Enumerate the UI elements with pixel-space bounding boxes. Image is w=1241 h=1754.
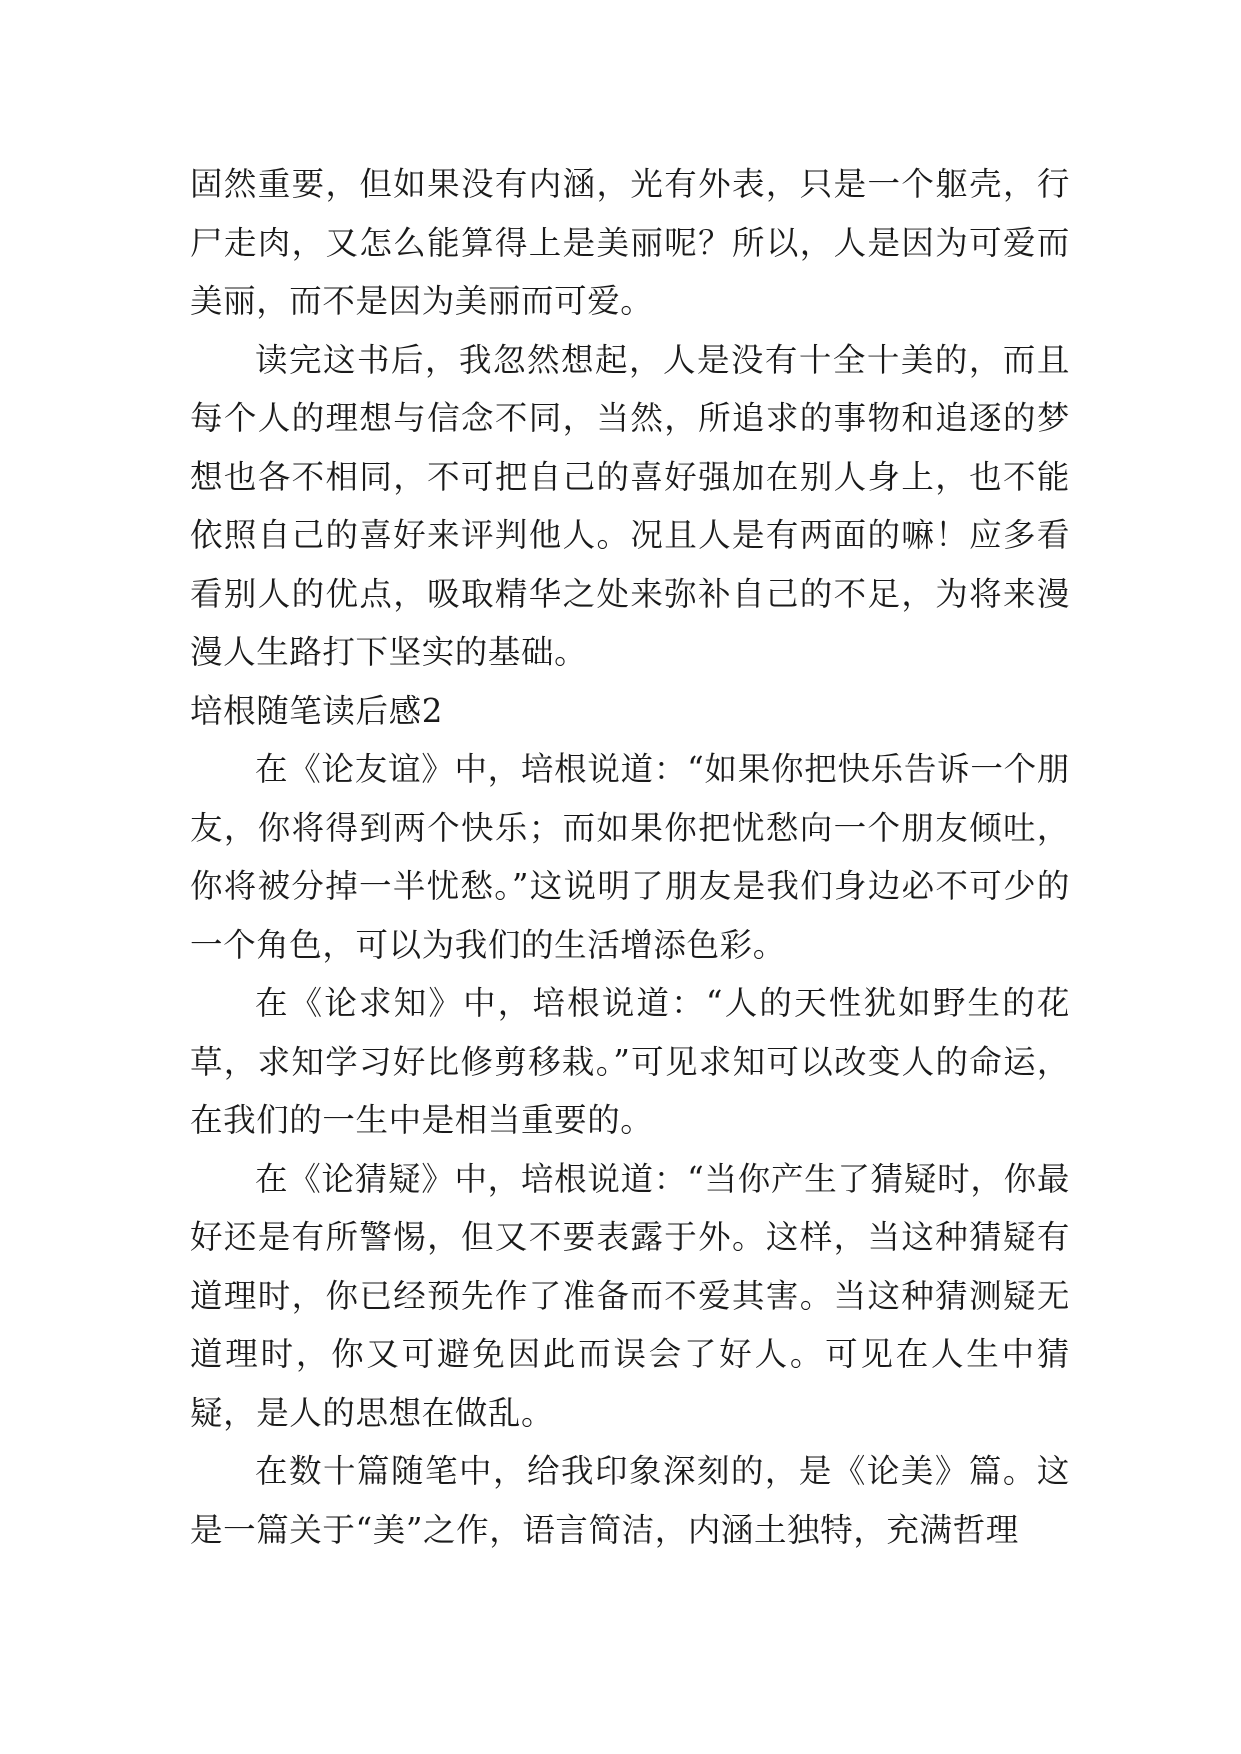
paragraph-continued: 固然重要，但如果没有内涵，光有外表，只是一个躯壳，行尸走肉，又怎么能算得上是美丽呢？所以，人是因为可爱而美丽，而不是因为美丽而可爱。 <box>190 165 1070 320</box>
document-body <box>190 155 1070 1559</box>
section-heading: 培根随笔读后感2 <box>190 691 443 730</box>
paragraph: 在《论求知》中，培根说道：“人的天性犹如野生的花草，求知学习好比修剪移栽。”可见求知可以改变人的命运，在我们的一生中是相当重要的。 <box>190 984 1070 1139</box>
paragraph: 在《论猜疑》中，培根说道：“当你产生了猜疑时，你最好还是有所警惕，但又不要表露于外。这样，当这种猜疑有道理时，你已经预先作了准备而不爱其害。当这种猜测疑无道理时，你又可避免因此而误会了好人。可见在人生中猜疑，是人的思想在做乱。 <box>190 1159 1070 1432</box>
paragraph: 在《论友谊》中，培根说道：“如果你把快乐告诉一个朋友，你将得到两个快乐；而如果你把忧愁向一个朋友倾吐，你将被分掉一半忧愁。”这说明了朋友是我们身边必不可少的一个角色，可以为我们的生活增添色彩。 <box>190 750 1070 964</box>
paragraph: 在数十篇随笔中，给我印象深刻的，是《论美》篇。这是一篇关于“美”之作，语言简洁，内涵土独特，充满哲理 <box>190 1452 1070 1549</box>
paragraph: 读完这书后，我忽然想起，人是没有十全十美的，而且每个人的理想与信念不同，当然，所追求的事物和追逐的梦想也各不相同，不可把自己的喜好强加在别人身上，也不能依照自己的喜好来评判他人。况且人是有两面的嘛！应多看看别人的优点，吸取精华之处来弥补自己的不足，为将来漫漫人生路打下坚实的基础。 <box>190 340 1070 671</box>
